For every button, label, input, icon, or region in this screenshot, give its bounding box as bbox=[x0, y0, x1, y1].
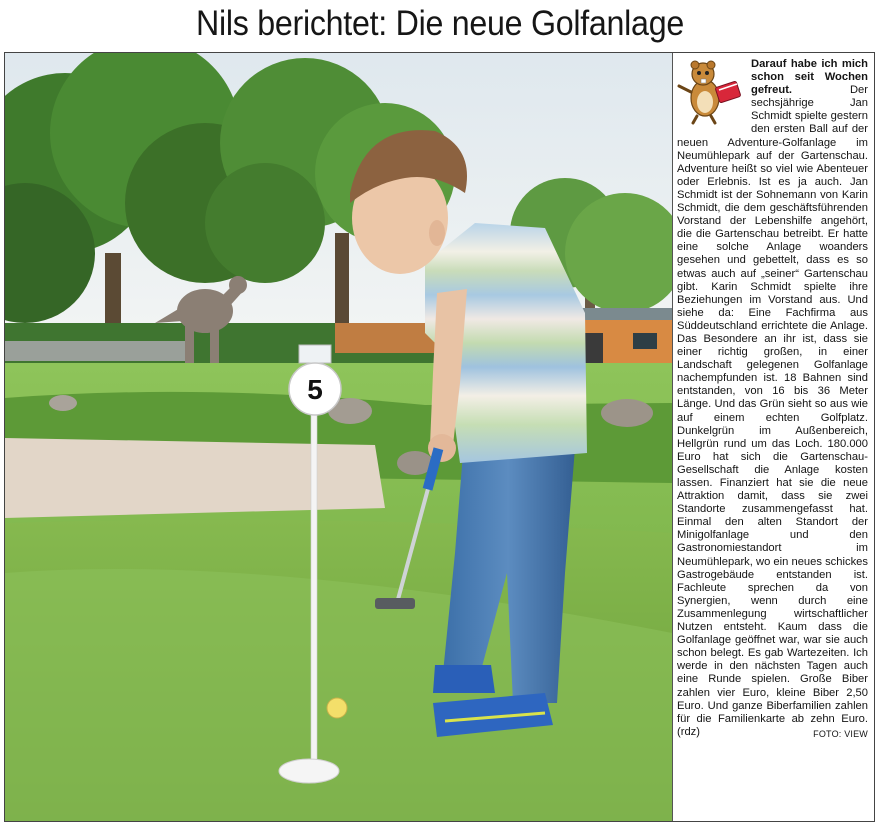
article-body: Der sechsjährige Jan Schmidt spielte gestern den ersten Ball auf der neuen Adventure-Golfanlage im Neumühlepark auf der Gartenschau. Adventure heißt so viel wie Abenteuer oder Erlebnis. Ist es ja auch. Jan Schmidt ist der Sohnemann von Karin Schmidt, die dem geschäftsführenden Vorstand der Lebenshilfe angehört, die die Gartenschau betreibt. Er hatte eine solche Anlage woanders gesehen und gebettelt, dass es so etwas auch auf „seiner“ Gartenschau gibt. Karin Schmidt spielte ihre Beziehungen im Vorstand aus. Und siehe da: Eine Fachfirma aus Süddeutschland errichtete die Anlage. Das Besondere an ihr ist, dass sie einer richtig großen, in einer Landschaft gelegenen Golfanlage nachempfunden ist. 18 Bahnen sind entstanden, von 16 bis 36 Meter Länge. Und das Grün sieht so aus wie auf einem echten Golfplatz. Dunkelgrün im Außenbereich, Hellgrün rund um das Loch. 180.000 Euro hat sich die Gartenschau-Gesellschaft die Anlage kosten lassen. Finanziert hat sie die neue Attraktion damit, dass sie zwei Standorte zusammengefasst hat. Einmal den alten Standort der Minigolfanlage und den Gastronomiestandort im Neumühlepark, wo ein neues schickes Gastrogebäude entstanden ist. Fachleute sprechen da von Synergien, wenn durch eine Zusammenlegung wirtschaftlicher Nutzen entsteht. Kaum dass die Golfanlage geöffnet war, war sie auch schon belegt. Es gab Wartezeiten. Ich werde in den nächsten Tagen auch eine Runde spielen. Große Biber zahlen vier Euro, kleine Biber 2,50 Euro. Und ganze Biberfamilien zahlen für die Familienkarte ab zehn Euro. (rdz) bbox=[677, 84, 868, 738]
beaver-mascot-icon bbox=[675, 56, 745, 126]
column-divider bbox=[672, 53, 673, 821]
headline: Nils berichtet: Die neue Golfanlage bbox=[196, 4, 684, 43]
article-lead: Darauf habe ich mich schon seit Wochen gefreut. bbox=[751, 58, 868, 97]
article-column bbox=[677, 58, 868, 816]
photo-boy-minigolf bbox=[5, 53, 672, 821]
photo-credit: FOTO: VIEW bbox=[813, 728, 868, 739]
hole-number: 5 bbox=[307, 374, 323, 405]
golf-ball bbox=[327, 698, 347, 718]
